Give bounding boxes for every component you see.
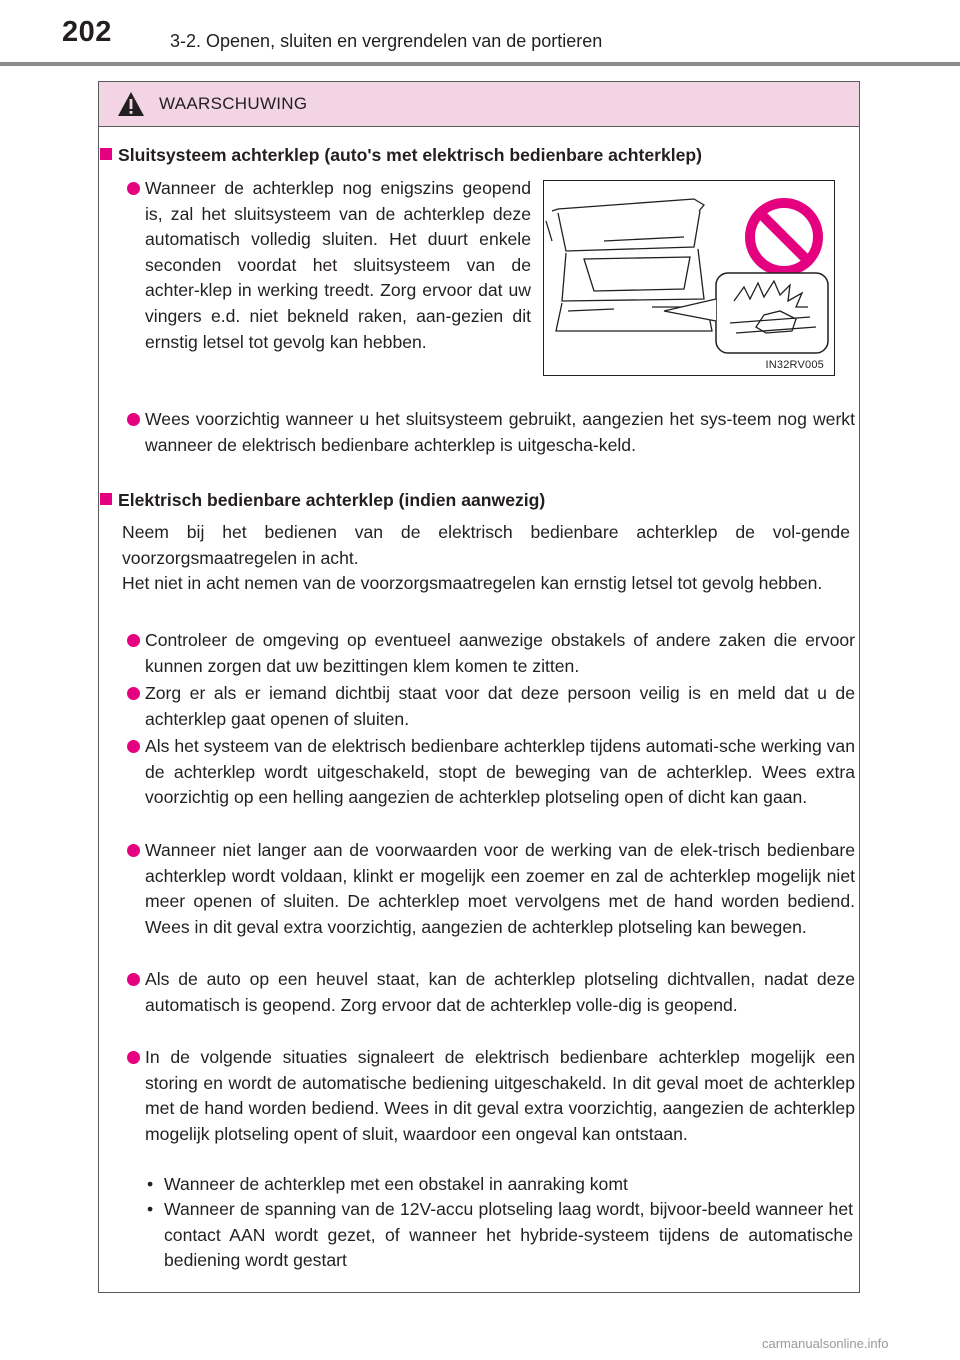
list-item [127,176,531,355]
bullet-dot-icon [127,413,140,426]
list-item-text: Zorg er als er iemand dichtbij staat voor dat deze persoon veilig is en meld dat u de achterklep gaat openen of sluiten. [145,683,855,729]
sub-list-item-text: Wanneer de achterklep met een obstakel in aanraking komt [164,1174,628,1194]
warning-title: WAARSCHUWING [159,94,308,113]
bullet-dot-icon [127,687,140,700]
list-item-text: Als het systeem van de elektrisch bedienbare achterklep tijdens automati-sche werking van de achterklep wordt uitgeschakeld, stopt de beweging van de achterklep. Wees extra voorzichtig op een helling aangezien de achterklep plotseling open of dicht kan gaan. [145,736,855,808]
tailgate-pinch-illustration [544,181,836,377]
figure-code: IN32RV005 [765,359,824,371]
list-item [127,734,855,811]
sub-bullet-marker: • [147,1199,154,1219]
section-heading-text: Elektrisch bedienbare achterklep (indien aanwezig) [118,490,546,510]
page-number: 202 [62,16,112,48]
square-bullet-icon [100,148,112,160]
bullet-dot-icon [127,973,140,986]
section-heading-closing-system [100,145,702,166]
list-item-text: Wanneer niet langer aan de voorwaarden voor de werking van de elek-trisch bedienbare achterklep wordt voldaan, klinkt er mogelijk een zoemer en zal de achterklep mogelijk niet meer openen of sluiten. De achterklep moet vervolgens met de hand worden bediend. Wees in dit geval extra voorzichtig, aangezien de achterklep plotseling kan bewegen. [145,840,855,937]
list-item [127,967,855,1018]
list-item-text: Wanneer de achterklep nog enigszins geopend is, zal het sluitsysteem van de achterklep deze automatisch volledig sluiten. Het duurt enkele seconden voordat het sluitsysteem van de achter-klep in werking treedt. Zorg ervoor dat uw vingers e.d. niet bekneld raken, aan-gezien dit ernstig letsel tot gevolg kan hebben. [145,178,531,352]
list-item-text: In de volgende situaties signaleert de elektrisch bedienbare achterklep mogelijk een storing en wordt de automatische bediening uitgeschakeld. In dit geval moet de achterklep met de hand worden bediend. Wees in dit geval extra voorzichtig, aangezien de achterklep mogelijk plotseling opent of sluit, waardoor een ongeval kan ontstaan. [145,1047,855,1144]
square-bullet-icon [100,493,112,505]
bullet-dot-icon [127,844,140,857]
bullet-dot-icon [127,634,140,647]
warning-header [99,82,859,127]
bullet-dot-icon [127,740,140,753]
list-item-text: Wees voorzichtig wanneer u het sluitsysteem gebruikt, aangezien het sys-teem nog werkt wanneer de elektrisch bedienbare achterklep is uitgescha-keld. [145,409,855,455]
section-heading-power-tailgate [100,490,545,511]
sub-list-item-text: Wanneer de spanning van de 12V-accu plotseling laag wordt, bijvoor-beeld wanneer het contact AAN wordt gezet, of wanneer het hybride-systeem tijdens de automatische bediening wordt gestart [164,1199,853,1271]
header-rule [0,62,960,66]
bullet-dot-icon [127,182,140,195]
list-item [127,407,855,458]
list-item-text: Controleer de omgeving op eventueel aanwezige obstakels of andere zaken die ervoor kunnen zorgen dat uw bezittingen klem komen te zitten. [145,630,855,676]
sub-bullet-marker: • [147,1174,154,1194]
list-item-text: Als de auto op een heuvel staat, kan de achterklep plotseling dichtvallen, nadat deze automatisch is geopend. Zorg ervoor dat de achterklep volle-dig is geopend. [145,969,855,1015]
list-item [127,628,855,679]
section-heading-text: Sluitsysteem achterklep (auto's met elektrisch bedienbare achterklep) [118,145,703,165]
sub-list-item [147,1172,853,1198]
chapter-title: 3-2. Openen, sluiten en vergrendelen van de portieren [170,31,603,51]
sub-list-item [147,1197,853,1274]
bullet-dot-icon [127,1051,140,1064]
intro-paragraph-2: Het niet in acht nemen van de voorzorgsmaatregelen kan ernstig letsel tot gevolg hebben. [122,573,823,593]
warning-figure [543,180,835,376]
warning-triangle-icon [117,91,145,117]
list-item [127,1045,855,1147]
watermark: carmanualsonline.info [762,1336,889,1351]
intro-paragraph: Neem bij het bedienen van de elektrisch bedienbare achterklep de vol-gende voorzorgsmaatregelen in acht. [122,522,850,568]
prohibition-icon [750,203,818,271]
list-item [127,681,855,732]
list-item [127,838,855,940]
